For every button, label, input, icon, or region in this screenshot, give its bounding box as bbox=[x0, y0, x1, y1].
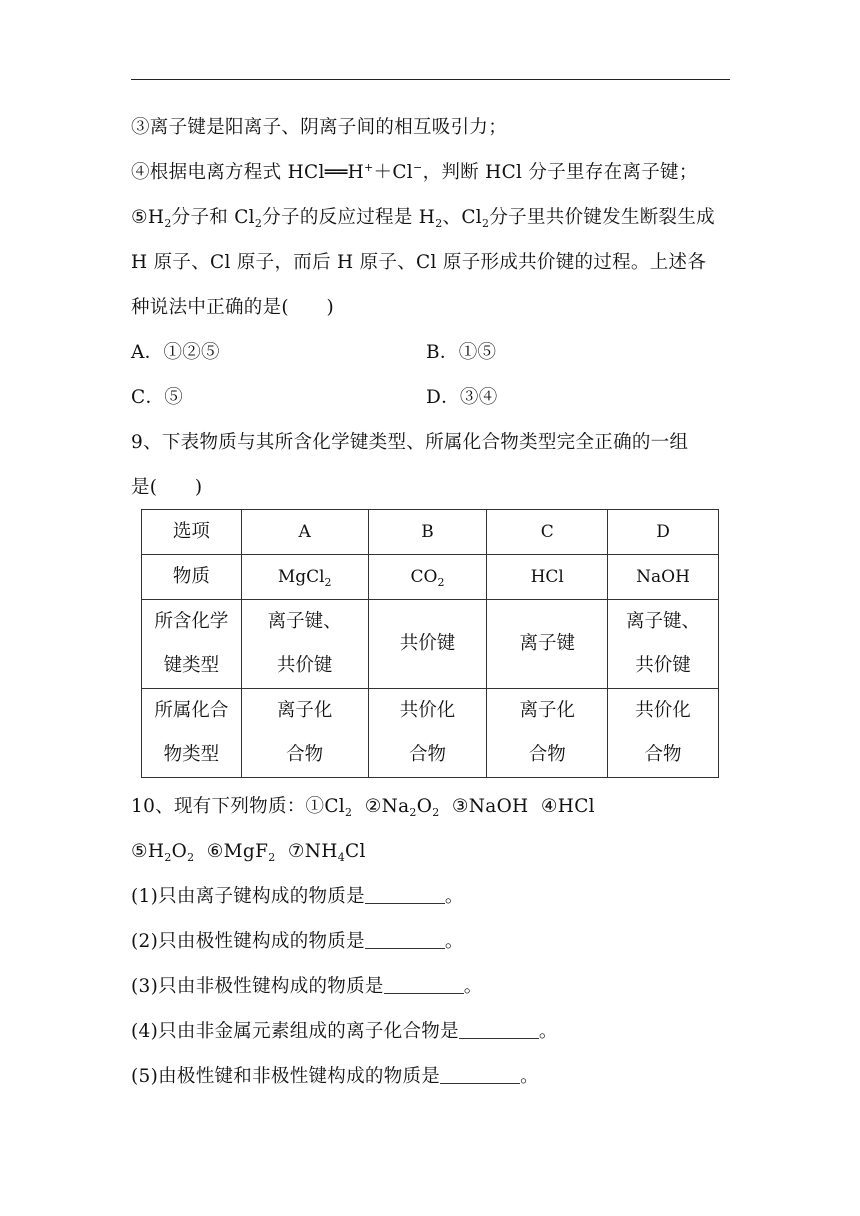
table-cell: 所含化学 键类型 bbox=[142, 600, 242, 689]
table-cell: 共价化 合物 bbox=[368, 689, 487, 778]
answer-blank[interactable] bbox=[384, 975, 464, 994]
q8-option-c: C．⑤ bbox=[131, 387, 184, 408]
table-cell: 离子键、 共价键 bbox=[241, 600, 368, 689]
q8-item-3: ③离子键是阳离子、阴离子间的相互吸引力； bbox=[131, 117, 508, 138]
q10-part-1: (1)只由离子键构成的物质是 。 bbox=[131, 886, 464, 907]
table-cell: MgCl$_2$ bbox=[241, 555, 368, 600]
table-cell: 共价化 合物 bbox=[608, 689, 719, 778]
table-row-compound-type bbox=[142, 689, 719, 778]
answer-blank[interactable] bbox=[365, 930, 445, 949]
q8-item-5-line2: H 原子、Cl 原子，而后 H 原子、Cl 原子形成共价键的过程。上述各 bbox=[131, 252, 707, 273]
table-cell: C bbox=[487, 510, 608, 555]
q8-item-5-line3: 种说法中正确的是( ) bbox=[131, 297, 335, 318]
table-row-bond-type bbox=[142, 600, 719, 689]
q8-item-4: ④根据电离方程式 HCl══H+＋Cl−，判断 HCl 分子里存在离子键； bbox=[131, 161, 698, 183]
q8-option-d: D．③④ bbox=[426, 387, 498, 408]
q8-options-row2 bbox=[131, 386, 498, 410]
q10-part-5: (5)由极性键和非极性键构成的物质是 。 bbox=[131, 1066, 539, 1087]
table-cell: 物质 bbox=[142, 555, 242, 600]
table-cell: 离子化 合物 bbox=[487, 689, 608, 778]
q9-table bbox=[141, 509, 719, 778]
table-header-row bbox=[142, 510, 719, 555]
table-cell: 离子化 合物 bbox=[241, 689, 368, 778]
table-cell: B bbox=[368, 510, 487, 555]
q10-substances-line2: $⑤H_2O_2$ ⑥MgF$_2$ $⑦NH_4Cl$ bbox=[131, 841, 366, 864]
q8-option-a: A．①②⑤ bbox=[131, 342, 220, 363]
q10-part-4: (4)只由非金属元素组成的离子化合物是 。 bbox=[131, 1021, 558, 1042]
table-cell: 离子键、 共价键 bbox=[608, 600, 719, 689]
table-cell: HCl bbox=[487, 555, 608, 600]
table-cell: $CO_2$ bbox=[368, 555, 487, 600]
answer-blank[interactable] bbox=[459, 1020, 539, 1039]
q8-item-5-line1: $⑤H_2$分子和 $Cl_2$分子的反应过程是 $H_2$、$Cl_2$分子里共价键发生断裂生成 bbox=[131, 207, 715, 230]
answer-blank[interactable] bbox=[440, 1065, 520, 1084]
table-row-substance bbox=[142, 555, 719, 600]
answer-blank[interactable] bbox=[365, 885, 445, 904]
q10-part-3: (3)只由非极性键构成的物质是 。 bbox=[131, 976, 483, 997]
table-cell: 共价键 bbox=[368, 600, 487, 689]
q10-part-2: (2)只由极性键构成的物质是 。 bbox=[131, 931, 464, 952]
q8-options-row1 bbox=[131, 341, 497, 365]
table-cell: A bbox=[241, 510, 368, 555]
table-cell: 离子键 bbox=[487, 600, 608, 689]
table-cell: 选项 bbox=[142, 510, 242, 555]
table-cell: NaOH bbox=[608, 555, 719, 600]
table-cell: 所属化合 物类型 bbox=[142, 689, 242, 778]
q8-option-b: B．①⑤ bbox=[426, 342, 497, 363]
header-rule bbox=[131, 79, 730, 80]
q10-stem: 10、现有下列物质：$①Cl_2$ $②Na_2O_2$ ③NaOH ④HCl bbox=[131, 796, 595, 819]
q9-stem-line1: 9、下表物质与其所含化学键类型、所属化合物类型完全正确的一组 bbox=[131, 432, 689, 453]
q9-stem-line2: 是( ) bbox=[131, 477, 203, 498]
table-cell: D bbox=[608, 510, 719, 555]
